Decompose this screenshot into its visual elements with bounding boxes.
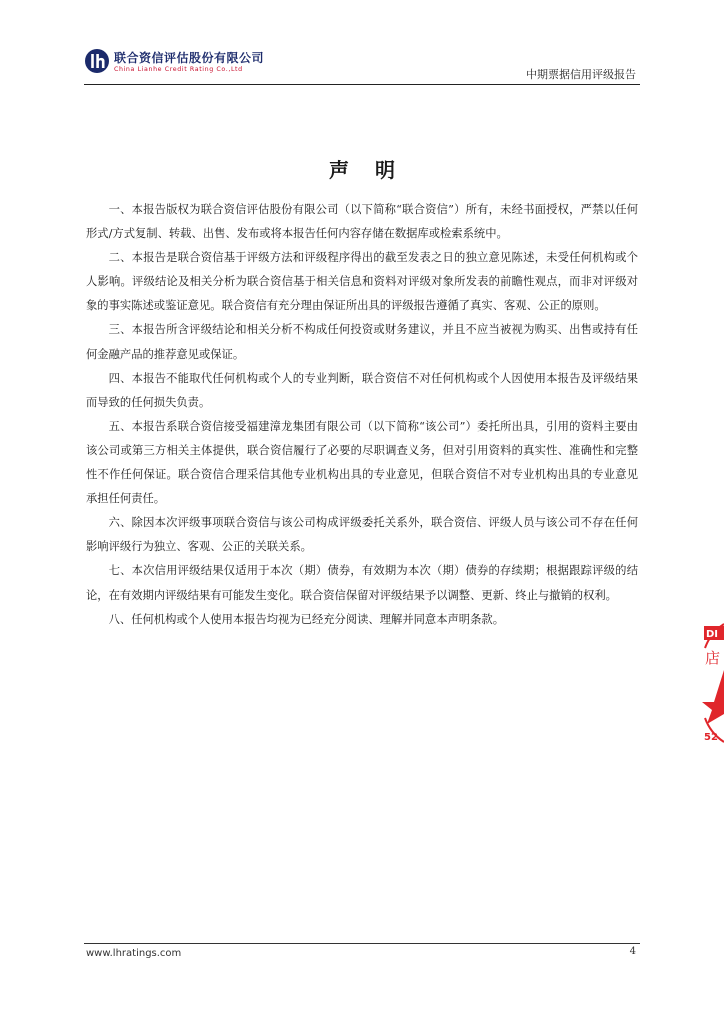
statement-paragraph-4: 四、本报告不能取代任何机构或个人的专业判断，联合资信不对任何机构或个人因使用本报告及评级结果而导致的任何损失负责。 [86,371,638,409]
statement-paragraph-6: 六、除因本次评级事项联合资信与该公司构成评级委托关系外，联合资信、评级人员与该公司不存在任何影响评级行为独立、客观、公正的关联关系。 [86,516,638,554]
statement-paragraph-7: 七、本次信用评级结果仅适用于本次（期）债券，有效期为本次（期）债券的存续期；根据跟踪评级的结论，在有效期内评级结果有可能发生变化。联合资信保留对评级结果予以调整、更新、终止与撤销的权利。 [86,564,638,602]
statement-paragraph-5: 五、本报告系联合资信接受福建漳龙集团有限公司（以下简称“该公司”）委托所出具，引用的资料主要由该公司或第三方相关主体提供，联合资信履行了必要的尽职调查义务，但对引用资料的真实性、准确性和完整性不作任何保证。联合资信合理采信其他专业机构出具的专业意见，但联合资信不对专业机构出具的专业意见承担任何责任。 [86,419,638,506]
svg-text:店: 店 [705,649,721,667]
company-name-en: China Lianhe Credit Rating Co.,Ltd [114,66,243,73]
statement-paragraph-8: 八、任何机构或个人使用本报告均视为已经充分阅读、理解并同意本声明条款。 [108,612,504,626]
footer-divider [84,943,640,944]
svg-text:DI: DI [706,629,719,640]
lianhe-lh-logo-icon [84,48,110,74]
report-type-label: 中期票据信用评级报告 [526,68,636,81]
page-number: 4 [629,946,636,957]
company-name-cn: 联合资信评估股份有限公司 [114,51,265,65]
statement-paragraph-2: 二、本报告是联合资信基于评级方法和评级程序得出的截至发表之日的独立意见陈述，未受任何机构或个人影响。评级结论及相关分析为联合资信基于相关信息和资料对评级对象所发表的前瞻性观点，而非对评级对象的事实陈述或鉴证意见。联合资信有充分理由保证所出具的评级报告遵循了真实、客观、公正的原则。 [86,251,638,313]
header-divider [84,84,640,85]
statement-body [86,198,638,632]
page-title: 声明 [329,158,421,182]
statement-paragraph-1: 一、本报告版权为联合资信评估股份有限公司（以下简称“联合资信”）所有，未经书面授权，严禁以任何形式/方式复制、转载、出售、发布或将本报告任何内容存储在数据库或检索系统中。 [86,203,638,241]
footer-website: www.lhratings.com [86,948,182,959]
company-seal-stamp [701,618,724,746]
statement-paragraph-3: 三、本报告所含评级结论和相关分析不构成任何投资或财务建议，并且不应当被视为购买、出售或持有任何金融产品的推荐意见或保证。 [86,323,638,361]
svg-text:52: 52 [704,732,718,743]
